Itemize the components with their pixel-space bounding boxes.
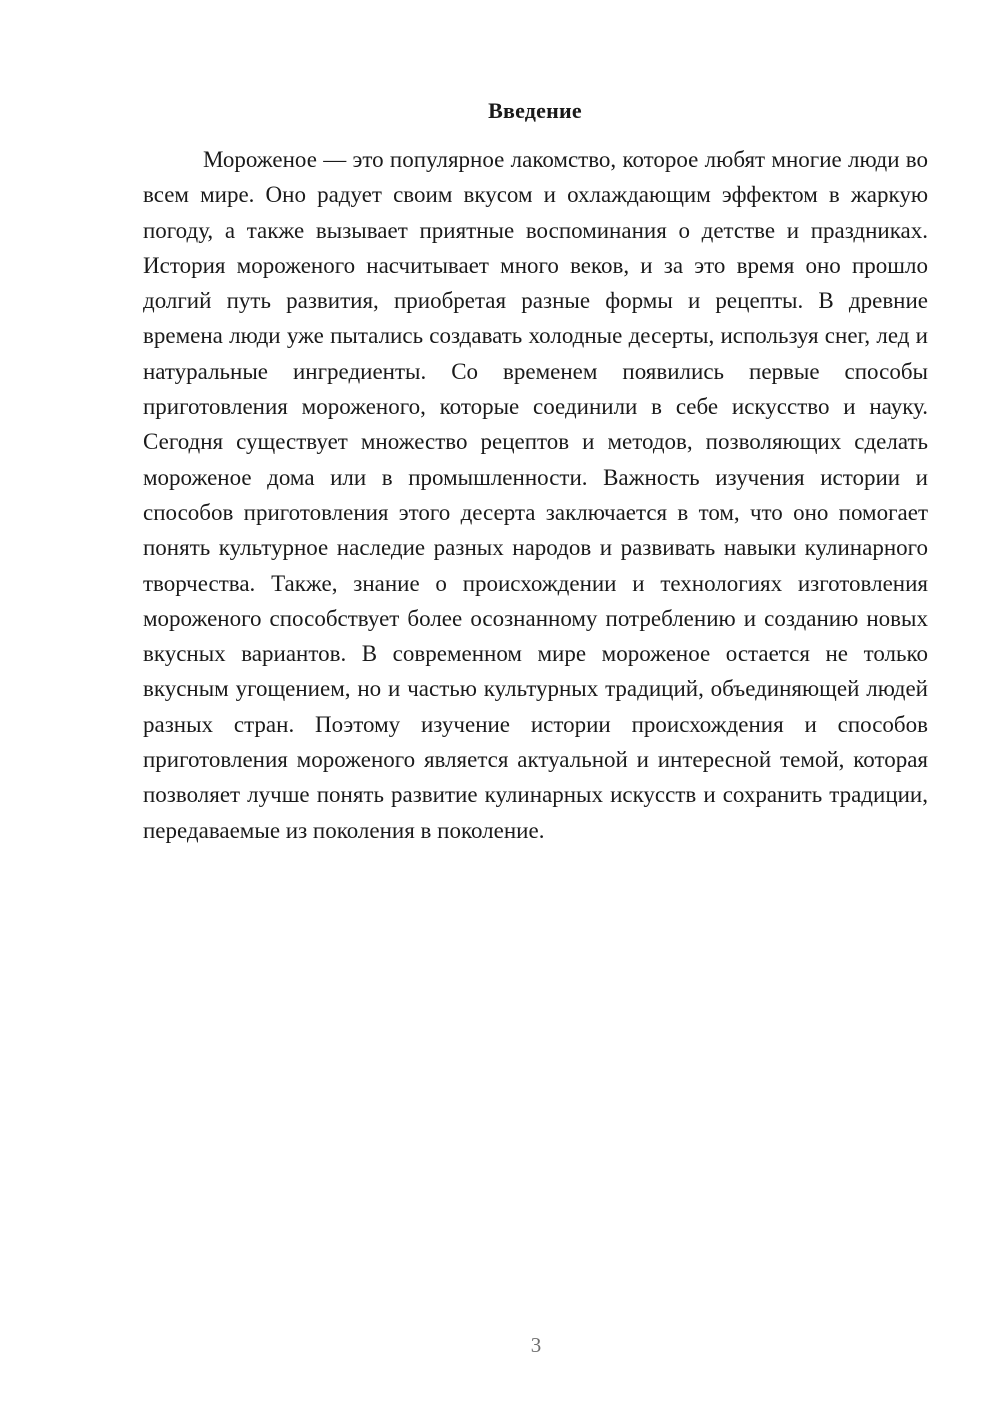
section-title: Введение	[488, 98, 582, 123]
body-paragraph: Мороженое — это популярное лакомство, которое любят многие люди во всем мире. Оно радует своим вкусом и охлаждающим эффектом в жаркую погоду, а также вызывает приятные воспоминания о детстве и праздниках. История мороженого насчитывает много веков, и за это время оно прошло долгий путь развития, приобретая разные формы и рецепты. В древние времена люди уже пытались создавать холодные десерты, используя снег, лед и натуральные ингредиенты. Со временем появились первые способы приготовления мороженого, которые соединили в себе искусство и науку. Сегодня существует множество рецептов и методов, позволяющих сделать мороженое дома или в промышленности. Важность изучения истории и способов приготовления этого десерта заключается в том, что оно помогает понять культурное наследие разных народов и развивать навыки кулинарного творчества. Также, знание о происхождении и технологиях изготовления мороженого способствует более осознанному потреблению и созданию новых вкусных вариантов. В современном мире мороженое остается не только вкусным угощением, но и частью культурных традиций, объединяющей людей разных стран. Поэтому изучение истории происхождения и способов приготовления мороженого является актуальной и интересной темой, которая позволяет лучше понять развитие кулинарных искусств и сохранить традиции, передаваемые из поколения в поколение.	[143, 147, 928, 843]
page-number: 3	[530, 1333, 542, 1357]
